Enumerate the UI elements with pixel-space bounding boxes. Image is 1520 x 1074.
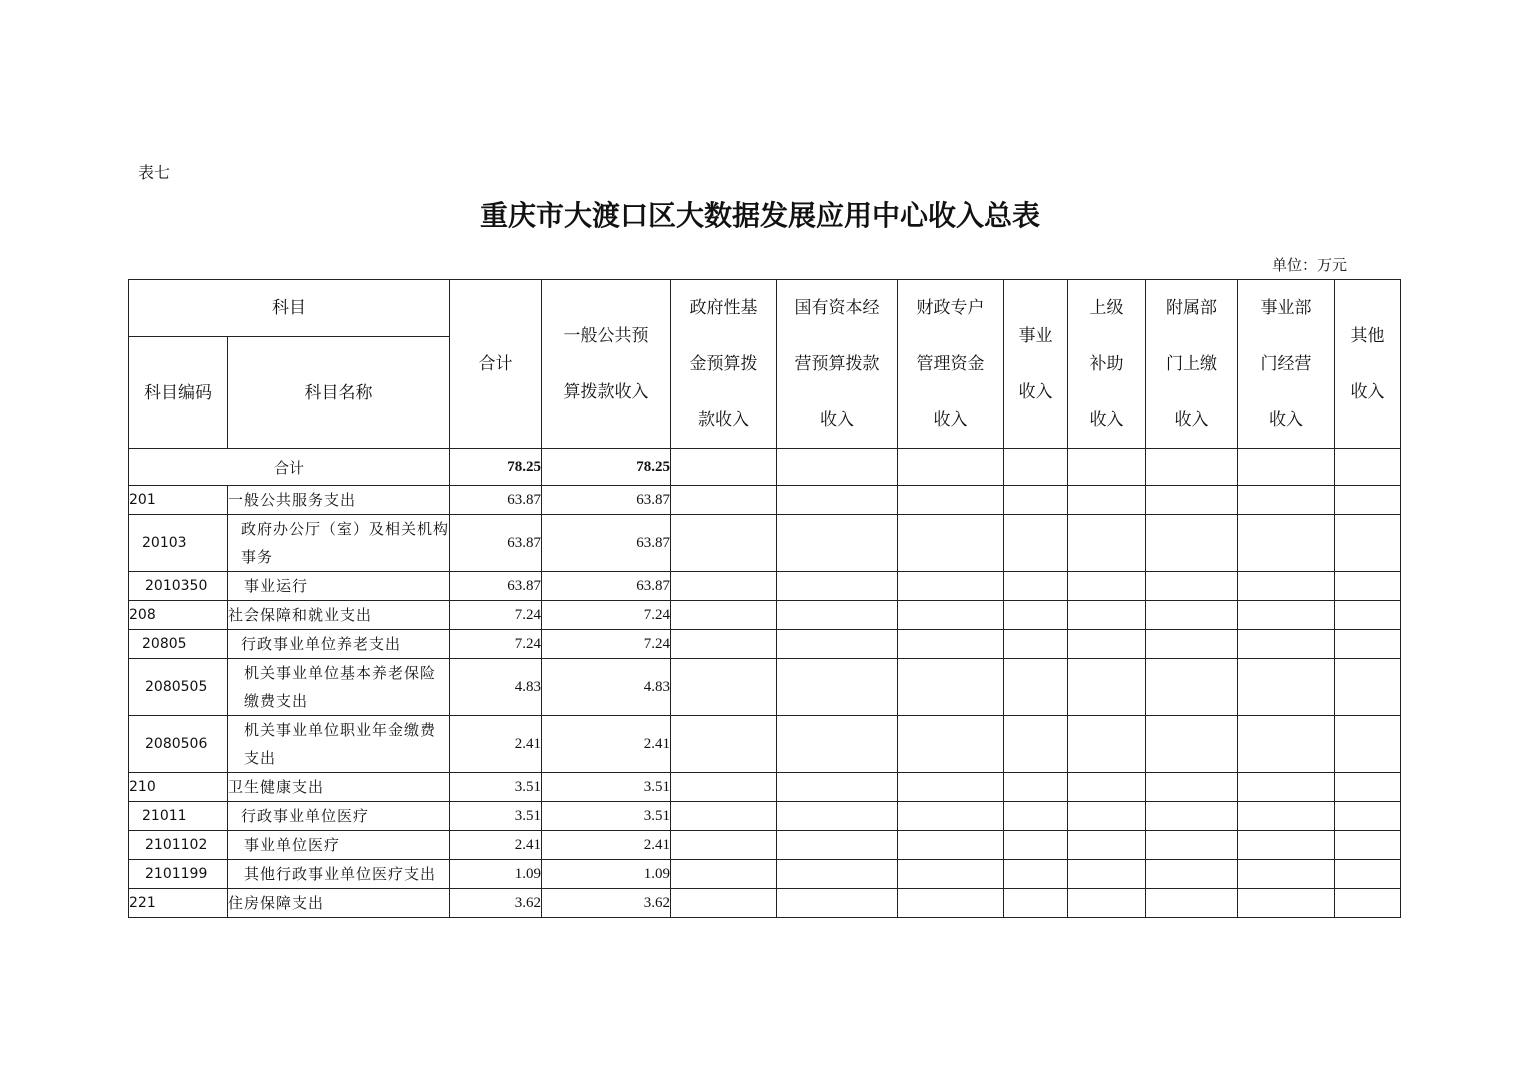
empty-cell [1335,515,1401,572]
total-general-budget: 78.25 [542,449,671,486]
empty-cell [777,515,898,572]
row-code: 2080505 [129,659,228,716]
row-general-budget: 7.24 [542,630,671,659]
row-name: 行政事业单位养老支出 [228,630,450,659]
row-name: 其他行政事业单位医疗支出 [228,860,450,889]
row-name: 住房保障支出 [228,889,450,918]
empty-cell [898,860,1004,889]
empty-cell [1335,630,1401,659]
empty-cell [1004,716,1068,773]
empty-cell [898,515,1004,572]
row-general-budget: 63.87 [542,572,671,601]
row-general-budget: 2.41 [542,831,671,860]
header-total: 合计 [450,280,542,449]
empty-cell [1335,889,1401,918]
empty-cell [1238,515,1335,572]
empty-cell [1004,601,1068,630]
row-total: 7.24 [450,630,542,659]
empty-cell [1238,486,1335,515]
empty-cell [898,659,1004,716]
row-general-budget: 3.62 [542,889,671,918]
row-code: 208 [129,601,228,630]
empty-cell [1146,515,1238,572]
empty-cell [1068,601,1146,630]
empty-cell [898,889,1004,918]
empty-cell [1068,659,1146,716]
row-general-budget: 7.24 [542,601,671,630]
row-code: 221 [129,889,228,918]
header-operating: 事业部 门经营 收入 [1238,280,1335,449]
row-name: 政府办公厅（室）及相关机构事务 [228,515,450,572]
empty-cell [1068,889,1146,918]
row-total: 3.51 [450,773,542,802]
empty-cell [1238,773,1335,802]
row-general-budget: 63.87 [542,515,671,572]
empty-cell [1335,601,1401,630]
empty-cell [1335,773,1401,802]
total-row [129,449,1401,486]
row-general-budget: 3.51 [542,802,671,831]
empty-cell [671,802,777,831]
row-name: 社会保障和就业支出 [228,601,450,630]
row-total: 2.41 [450,831,542,860]
row-total: 1.09 [450,860,542,889]
empty-cell [777,860,898,889]
table-row [129,601,1401,630]
empty-cell [671,515,777,572]
row-general-budget: 2.41 [542,716,671,773]
empty-cell [671,630,777,659]
empty-cell [777,630,898,659]
empty-cell [671,773,777,802]
empty-cell [777,831,898,860]
empty-cell [1068,572,1146,601]
row-total: 63.87 [450,572,542,601]
row-general-budget: 3.51 [542,773,671,802]
empty-cell [777,802,898,831]
header-other: 其他 收入 [1335,280,1401,449]
row-code: 210 [129,773,228,802]
row-code: 2080506 [129,716,228,773]
empty-cell [1335,802,1401,831]
empty-cell [777,773,898,802]
empty-cell [1004,889,1068,918]
empty-cell [1146,773,1238,802]
empty-cell [898,831,1004,860]
empty-cell [1068,831,1146,860]
empty-cell [1004,572,1068,601]
row-code: 2101102 [129,831,228,860]
empty-cell [1238,802,1335,831]
empty-cell [1238,889,1335,918]
empty-cell [1335,486,1401,515]
table-row [129,802,1401,831]
empty-cell [1146,486,1238,515]
empty-cell [1335,659,1401,716]
row-total: 63.87 [450,486,542,515]
empty-cell [898,630,1004,659]
empty-cell [777,659,898,716]
empty-cell [1335,716,1401,773]
row-code: 201 [129,486,228,515]
table-label: 表七 [138,163,171,182]
empty-cell [1146,716,1238,773]
row-total: 7.24 [450,601,542,630]
empty-cell [1146,630,1238,659]
row-total: 2.41 [450,716,542,773]
header-gov-fund: 政府性基 金预算拨 款收入 [671,280,777,449]
empty-cell [1238,716,1335,773]
header-name: 科目名称 [228,337,450,449]
empty-cell [1004,486,1068,515]
table-row [129,716,1401,773]
row-name: 机关事业单位基本养老保险缴费支出 [228,659,450,716]
header-general-budget: 一般公共预 算拨款收入 [542,280,671,449]
header-code: 科目编码 [129,337,228,449]
row-name: 事业运行 [228,572,450,601]
empty-cell [671,601,777,630]
empty-cell [898,486,1004,515]
empty-cell [1146,802,1238,831]
empty-cell [1004,860,1068,889]
total-value: 78.25 [450,449,542,486]
empty-cell [777,486,898,515]
empty-cell [1068,486,1146,515]
empty-cell [1004,515,1068,572]
total-label: 合计 [129,449,450,486]
empty-cell [671,831,777,860]
table-row [129,630,1401,659]
row-general-budget: 63.87 [542,486,671,515]
income-table [128,279,1401,918]
row-code: 21011 [129,802,228,831]
header-business: 事业 收入 [1004,280,1068,449]
empty-cell [1238,860,1335,889]
header-state-capital: 国有资本经 营预算拨款 收入 [777,280,898,449]
row-code: 2101199 [129,860,228,889]
empty-cell [1146,831,1238,860]
row-name: 行政事业单位医疗 [228,802,450,831]
row-name: 事业单位医疗 [228,831,450,860]
empty-cell [777,889,898,918]
empty-cell [1146,572,1238,601]
empty-cell [1068,773,1146,802]
empty-cell [777,572,898,601]
empty-cell [1068,630,1146,659]
header-fiscal-special: 财政专户 管理资金 收入 [898,280,1004,449]
row-name: 机关事业单位职业年金缴费支出 [228,716,450,773]
empty-cell [777,601,898,630]
row-general-budget: 1.09 [542,860,671,889]
empty-cell [1146,860,1238,889]
table-row [129,572,1401,601]
table-row [129,831,1401,860]
empty-cell [1068,515,1146,572]
empty-cell [1238,659,1335,716]
empty-cell [777,716,898,773]
empty-cell [1335,831,1401,860]
empty-cell [1238,601,1335,630]
empty-cell [898,773,1004,802]
empty-cell [1238,831,1335,860]
empty-cell [898,601,1004,630]
empty-cell [1004,802,1068,831]
row-general-budget: 4.83 [542,659,671,716]
empty-cell [898,716,1004,773]
row-code: 20103 [129,515,228,572]
row-code: 20805 [129,630,228,659]
empty-cell [1335,572,1401,601]
table-row [129,889,1401,918]
row-total: 4.83 [450,659,542,716]
header-subject: 科目 [129,280,450,337]
empty-cell [1238,572,1335,601]
empty-cell [671,486,777,515]
header-superior: 上级 补助 收入 [1068,280,1146,449]
table-row [129,659,1401,716]
empty-cell [1004,659,1068,716]
empty-cell [1004,630,1068,659]
table-row [129,486,1401,515]
row-total: 63.87 [450,515,542,572]
empty-cell [1146,889,1238,918]
empty-cell [671,860,777,889]
unit-label: 单位：万元 [1272,256,1348,274]
page-title: 重庆市大渡口区大数据发展应用中心收入总表 [479,199,1040,232]
row-total: 3.62 [450,889,542,918]
empty-cell [671,572,777,601]
empty-cell [1068,860,1146,889]
empty-cell [1335,860,1401,889]
table-row [129,515,1401,572]
empty-cell [1068,802,1146,831]
empty-cell [671,659,777,716]
row-name: 一般公共服务支出 [228,486,450,515]
empty-cell [898,802,1004,831]
row-name: 卫生健康支出 [228,773,450,802]
table-row [129,773,1401,802]
table-row [129,860,1401,889]
empty-cell [671,716,777,773]
empty-cell [1238,630,1335,659]
header-affiliated: 附属部 门上缴 收入 [1146,280,1238,449]
empty-cell [1146,601,1238,630]
empty-cell [1004,831,1068,860]
row-total: 3.51 [450,802,542,831]
empty-cell [671,889,777,918]
empty-cell [1068,716,1146,773]
empty-cell [1004,773,1068,802]
row-code: 2010350 [129,572,228,601]
empty-cell [898,572,1004,601]
empty-cell [1146,659,1238,716]
